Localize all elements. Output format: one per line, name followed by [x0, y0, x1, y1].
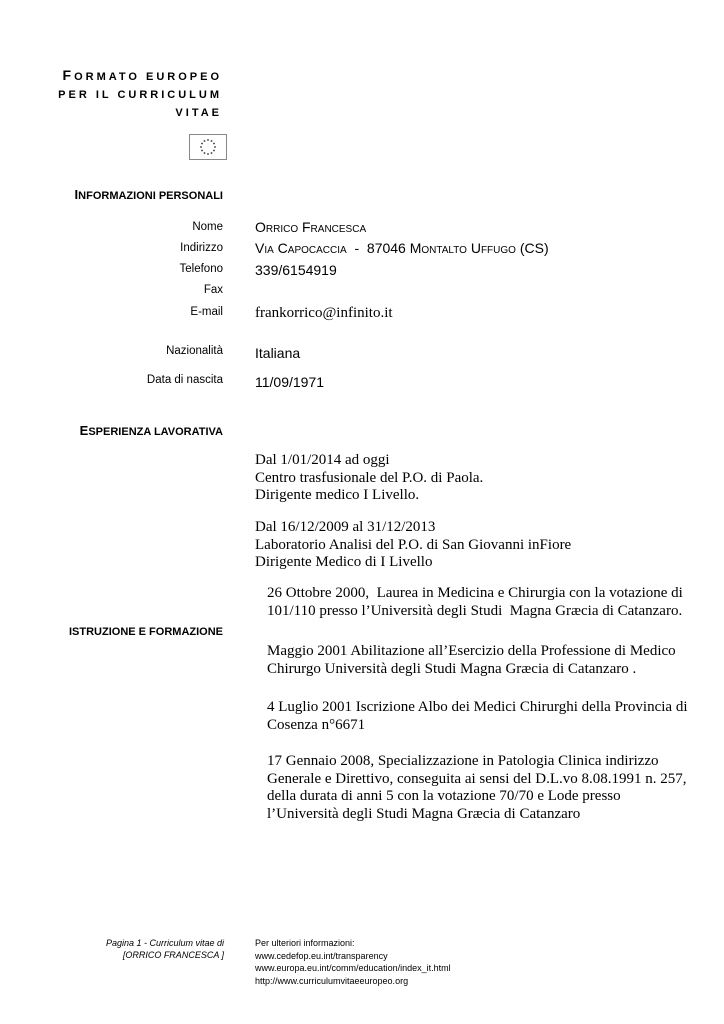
nazionalita-label: Nazionalità [166, 345, 223, 357]
footer-name-line: [ORRICO FRANCESCA ] [122, 950, 224, 960]
experience-line: Dal 1/01/2014 ad oggi [255, 452, 390, 468]
nome-value: Orrico Francesca [255, 219, 367, 235]
education-line: 101/110 presso l’Università degli Studi Magna Græcia di Catanzaro. [267, 602, 683, 619]
nascita-value: 11/09/1971 [255, 374, 325, 390]
experience-line: Laboratorio Analisi del P.O. di San Giovanni inFiore [255, 536, 572, 553]
experience-line: Centro trasfusionale del P.O. di Paola. [255, 469, 484, 486]
education-line: Cosenza n°6671 [267, 716, 366, 733]
education-line: Chirurgo Università degli Studi Magna Græcia di Catanzaro . [267, 660, 637, 677]
footer-link[interactable]: www.cedefop.eu.int/transparency [255, 950, 388, 961]
education-line: l’Università degli Studi Magna Græcia di Catanzaro [267, 805, 581, 822]
footer-page-info [0, 937, 224, 961]
fax-label: Fax [203, 284, 223, 296]
education-entry-4 [267, 753, 686, 823]
indirizzo-label: Indirizzo [180, 242, 223, 254]
eu-flag-icon [189, 134, 227, 160]
experience-line: Dal 16/12/2009 al 31/12/2013 [255, 519, 436, 535]
cv-title-line1: FORMATO EUROPEO [62, 67, 222, 83]
footer-links [255, 937, 451, 987]
indirizzo-value: Via Capocaccia - 87046 Montalto Uffugo (CS) [255, 240, 549, 256]
footer-page-line: Pagina 1 - Curriculum vitae di [105, 938, 224, 948]
section-personal-info: INFORMAZIONI PERSONALI [74, 187, 223, 202]
cv-title-line2: PER IL CURRICULUM [58, 89, 222, 101]
eu-stars-icon [190, 135, 226, 159]
email-label: E-mail [190, 306, 223, 318]
cv-title-line3: VITAE [175, 107, 222, 119]
education-entry-3 [267, 699, 687, 734]
footer-info-label: Per ulteriori informazioni: [255, 938, 355, 948]
education-line: Generale e Direttivo, conseguita ai sensi del D.L.vo 8.08.1991 n. 257, [267, 770, 687, 787]
section-education: ISTRUZIONE E FORMAZIONE [69, 626, 223, 638]
cv-title [0, 66, 222, 122]
education-line: Maggio 2001 Abilitazione all’Esercizio della Professione di Medico [267, 643, 676, 659]
experience-entry-1 [255, 452, 483, 505]
nome-label: Nome [192, 221, 223, 233]
education-entry-2 [267, 643, 676, 678]
footer-link[interactable]: http://www.curriculumvitaeeuropeo.org [255, 975, 409, 986]
email-value: frankorrico@infinito.it [255, 305, 393, 321]
experience-entry-2 [255, 519, 571, 572]
education-line: 4 Luglio 2001 Iscrizione Albo dei Medici Chirurghi della Provincia di [267, 699, 688, 715]
nascita-label: Data di nascita [146, 374, 223, 386]
footer-link[interactable]: www.europa.eu.int/comm/education/index_it.html [255, 963, 451, 973]
experience-line: Dirigente medico I Livello. [255, 487, 420, 503]
education-line: 17 Gennaio 2008, Specializzazione in Patologia Clinica indirizzo [267, 753, 659, 769]
education-line: 26 Ottobre 2000, Laurea in Medicina e Chirurgia con la votazione di [267, 585, 683, 601]
nazionalita-value: Italiana [255, 345, 301, 361]
telefono-label: Telefono [179, 263, 223, 275]
education-entry-1 [267, 585, 683, 620]
experience-line: Dirigente Medico di I Livello [255, 554, 433, 570]
telefono-value: 339/6154919 [255, 262, 337, 278]
section-experience: ESPERIENZA LAVORATIVA [79, 423, 223, 438]
education-line: della durata di anni 5 con la votazione 70/70 e Lode presso [267, 788, 621, 804]
